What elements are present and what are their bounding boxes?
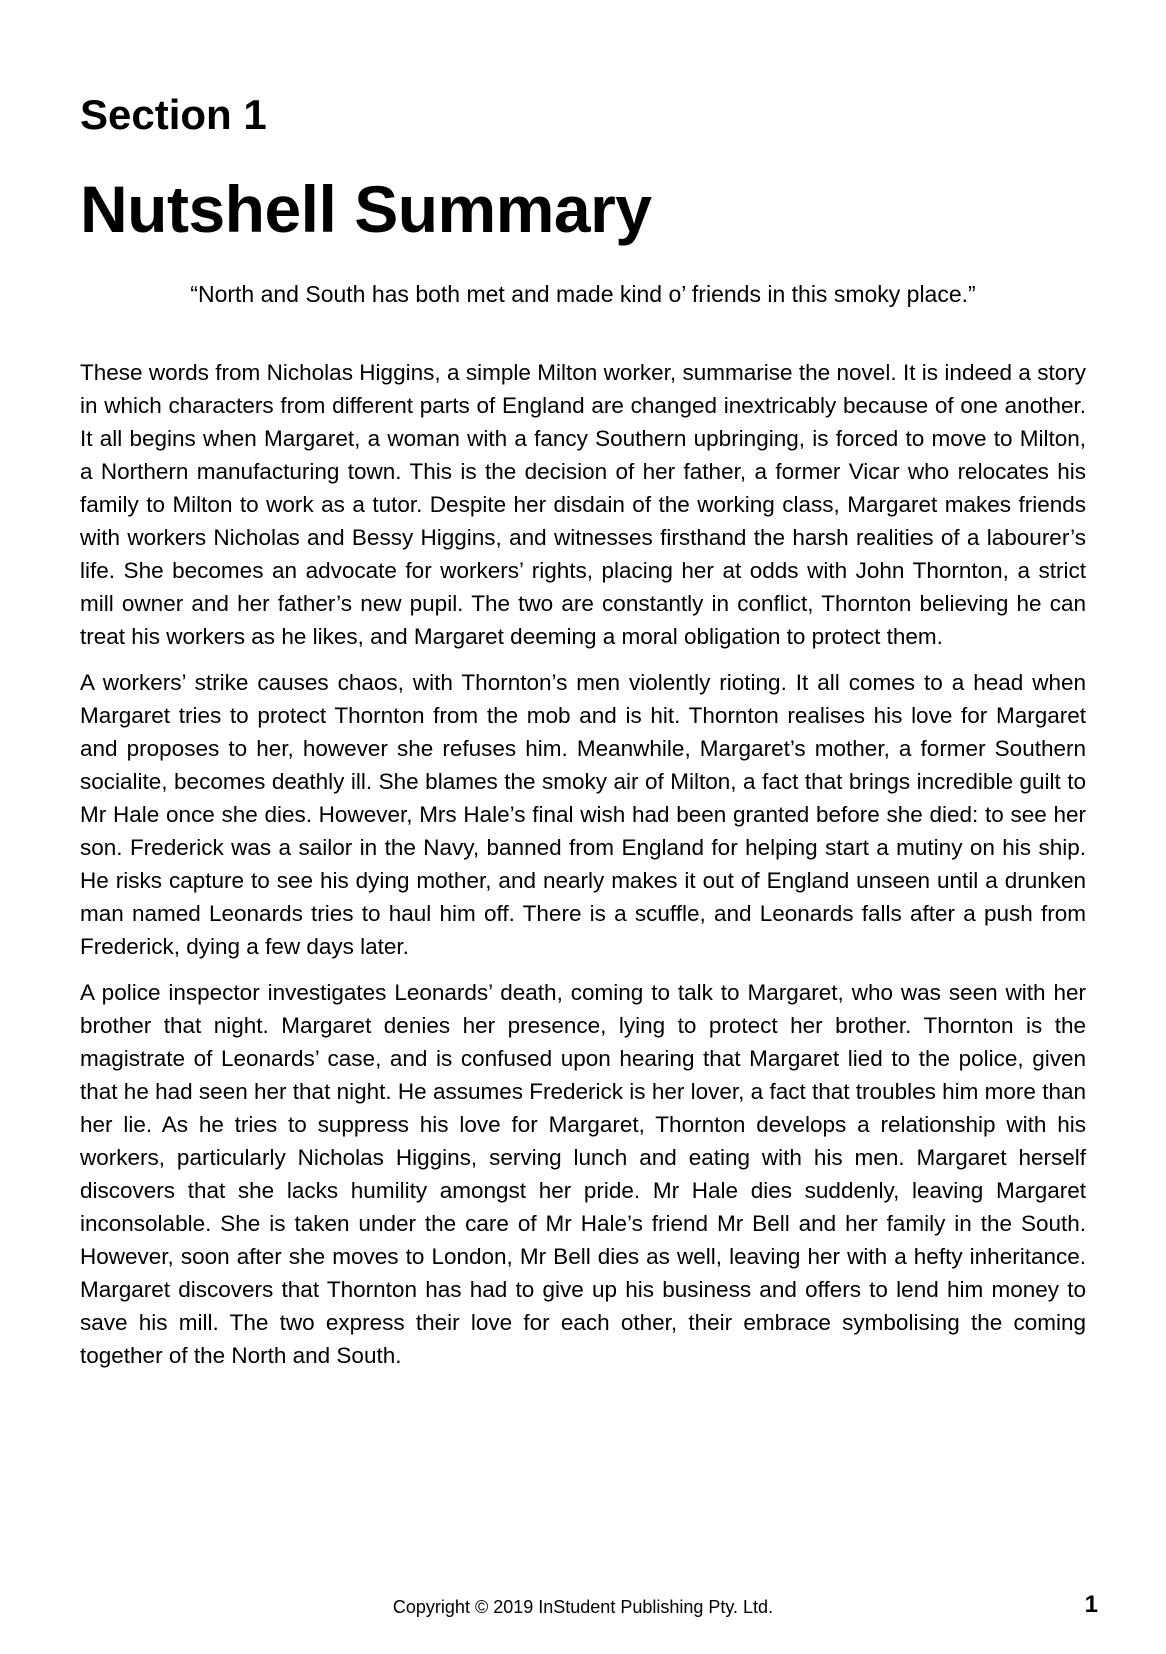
epigraph-quote: “North and South has both met and made kind o’ friends in this smoky place.”	[190, 281, 976, 307]
footer-copyright: Copyright © 2019 InStudent Publishing Pty. Ltd.	[392, 1597, 774, 1617]
section-label: Section 1	[80, 91, 267, 138]
summary-body	[80, 356, 1086, 1385]
paragraph-3: A police inspector investigates Leonards’ death, coming to talk to Margaret, who was seen with her brother that night. Margaret denies her presence, lying to protect her brother. Thornton is the magistrate of Leonards’ case, and is confused upon hearing that Margaret lied to the police, given that he had seen her that night. He assumes Frederick is her lover, a fact that troubles him more than her lie. As he tries to suppress his love for Margaret, Thornton develops a relationship with his workers, particularly Nicholas Higgins, serving lunch and eating with his men. Margaret herself discovers that she lacks humility amongst her pride. Mr Hale dies suddenly, leaving Margaret inconsolable. She is taken under the care of Mr Hale’s friend Mr Bell and her family in the South. However, soon after she moves to London, Mr Bell dies as well, leaving her with a hefty inheritance. Margaret discovers that Thornton has had to give up his business and offers to lend him money to save his mill. The two express their love for each other, their embrace symbolising the coming together of the North and South.	[80, 980, 1086, 1368]
paragraph-1: These words from Nicholas Higgins, a simple Milton worker, summarise the novel. It is indeed a story in which characters from different parts of England are changed inextricably because of one another. It all begins when Margaret, a woman with a fancy Southern upbringing, is forced to move to Milton, a Northern manufacturing town. This is the decision of her father, a former Vicar who relocates his family to Milton to work as a tutor. Despite her disdain of the working class, Margaret makes friends with workers Nicholas and Bessy Higgins, and witnesses firsthand the harsh realities of a labourer’s life. She becomes an advocate for workers’ rights, placing her at odds with John Thornton, a strict mill owner and her father’s new pupil. The two are constantly in conflict, Thornton believing he can treat his workers as he likes, and Margaret deeming a moral obligation to protect them.	[80, 360, 1086, 649]
page-number: 1	[1084, 1591, 1098, 1618]
paragraph-2: A workers’ strike causes chaos, with Thornton’s men violently rioting. It all comes to a head when Margaret tries to protect Thornton from the mob and is hit. Thornton realises his love for Margaret and proposes to her, however she refuses him. Meanwhile, Margaret’s mother, a former Southern socialite, becomes deathly ill. She blames the smoky air of Milton, a fact that brings incredible guilt to Mr Hale once she dies. However, Mrs Hale’s final wish had been granted before she died: to see her son. Frederick was a sailor in the Navy, banned from England for helping start a mutiny on his ship. He risks capture to see his dying mother, and nearly makes it out of England unseen until a drunken man named Leonards tries to haul him off. There is a scuffle, and Leonards falls after a push from Frederick, dying a few days later.	[80, 670, 1086, 959]
page-title: Nutshell Summary	[80, 172, 652, 246]
